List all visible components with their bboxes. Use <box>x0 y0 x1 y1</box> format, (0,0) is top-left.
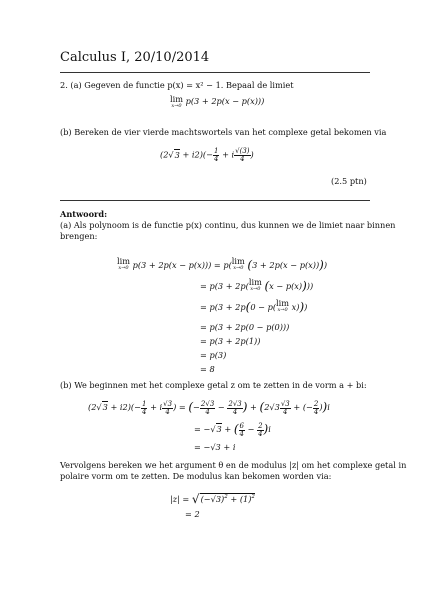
complex-step-1: (2√3 + i2)(− $\frac{1}{4}$ + i $\frac{√3}{4}$ ) = (− $\frac{2√3}{4}$ − $\frac{2√3}{4}$ ) + (2√3 $\frac{√3}{4}$ + (− $\frac{2}{4}$ ))i <box>88 399 330 416</box>
answer-a-intro-2: brengen: <box>60 231 98 241</box>
answer-c-intro-1: Vervolgens bereken we het argument θ en de modulus |z| om het complexe getal in <box>60 460 407 470</box>
modulus-line-2: = 2 <box>185 509 200 519</box>
limit-step-7: = 8 <box>200 364 215 374</box>
answer-b-intro: (b) We beginnen met het complexe getal z om te zetten in de vorm a + bi: <box>60 380 367 390</box>
complex-expression: (2√3 + i2)(− $\frac{1}{4}$ + i $\frac{√(3)}{4}$ ) <box>160 147 254 163</box>
answer-heading: Antwoord: <box>60 209 108 219</box>
answer-c-intro-2: polaire vorm om te zetten. De modulus kan bekomen worden via: <box>60 471 332 481</box>
limit-step-6: = p(3) <box>200 350 227 360</box>
limit-step-5: = p(3 + 2p(1)) <box>200 336 261 346</box>
limit-step-1: lim x→0 p(3 + 2p(x − p(x))) = p( lim x→0 (3 + 2p(x − p(x)))) <box>117 256 328 272</box>
page-title: Calculus I, 20/10/2014 <box>60 50 210 65</box>
question-part-b: (b) Bereken de vier vierde machtswortels van het complexe getal bekomen via <box>60 127 387 137</box>
complex-step-2: = −√3 + ( $\frac{6}{4}$ − $\frac{2}{4}$ )i <box>194 421 271 438</box>
modulus-line-1: $|z| = √(-√3)^2 + (1)^2$ <box>170 492 255 506</box>
limit-expression: lim x→0 p(3 + 2p(x − p(x))) <box>170 94 265 109</box>
limit-step-4: = p(3 + 2p(0 − p(0))) <box>200 322 290 332</box>
answer-a-intro-1: (a) Als polynoom is de functie p(x) continu, dus kunnen we de limiet naar binnen <box>60 220 396 230</box>
question-part-a: 2. (a) Gegeven de functie p(x) = x² − 1. Bepaal de limiet <box>60 80 294 90</box>
complex-step-3: = −√3 + i <box>194 442 236 452</box>
points-label: (2.5 ptn) <box>331 176 367 186</box>
limit-step-3: = p(3 + 2p(0 − p( lim x→0 x))) <box>200 298 308 314</box>
limit-step-2: = p(3 + 2p( lim x→0 (x − p(x)))) <box>200 277 314 293</box>
question-rule <box>60 200 370 201</box>
title-rule <box>60 72 370 73</box>
